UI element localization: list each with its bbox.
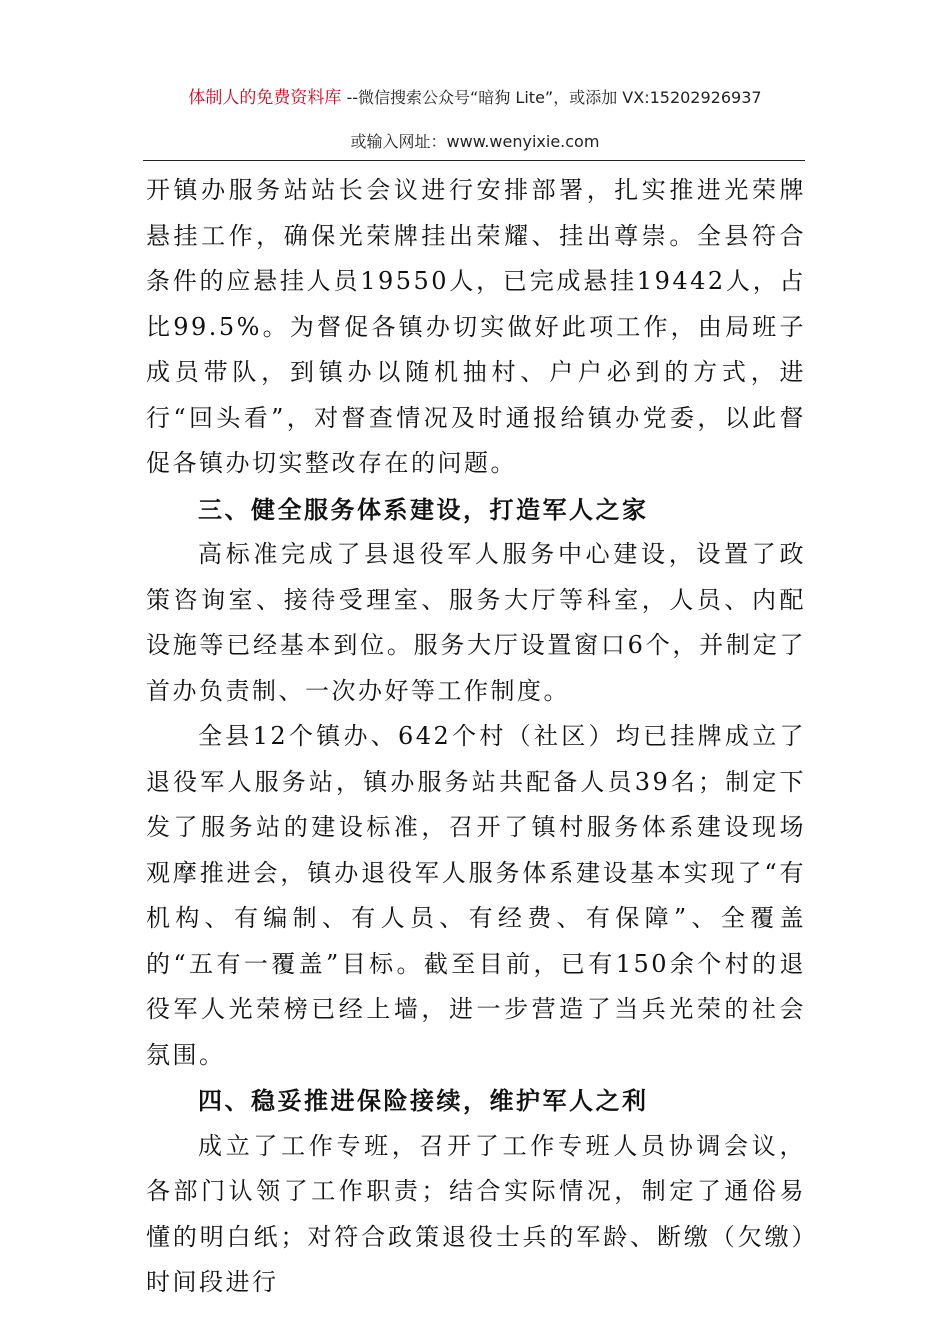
header-promo-line — [0, 86, 950, 110]
paragraph-insurance: 成立了工作专班，召开了工作专班人员协调会议，各部门认领了工作职责；结合实际情况，制定了通俗易懂的明白纸；对符合政策退役士兵的军龄、断缴（欠缴）时间段进行 — [146, 1131, 806, 1296]
paragraph-continued: 开镇办服务站站长会议进行安排部署，扎实推进光荣牌悬挂工作，确保光荣牌挂出荣耀、挂出尊崇。全县符合条件的应悬挂人员19550人，已完成悬挂19442人，占比99.5%。为督促各镇办切实做好此项工作，由局班子成员带队，到镇办以随机抽村、户户必到的方式，进行“回头看”，对督查情况及时通报给镇办党委，以此督促各镇办切实整改存在的问题。 — [146, 176, 806, 477]
header-divider — [143, 160, 805, 161]
header-website-line: 或输入网址：www.wenyixie.com — [350, 132, 600, 151]
paragraph-service-center: 高标准完成了县退役军人服务中心建设，设置了政策咨询室、接待受理室、服务大厅等科室，人员、内配设施等已经基本到位。服务大厅设置窗口6个，并制定了首办负责制、一次办好等工作制度。 — [146, 540, 806, 705]
library-name: 体制人的免费资料库 — [188, 88, 342, 108]
document-body — [146, 168, 806, 1306]
section-heading-4: 四、稳妥推进保险接续，维护军人之利 — [198, 1086, 649, 1115]
page-header — [0, 0, 950, 160]
section-heading-3: 三、健全服务体系建设，打造军人之家 — [198, 494, 649, 524]
paragraph-service-stations: 全县12个镇办、642个村（社区）均已挂牌成立了退役军人服务站，镇办服务站共配备人员39名；制定下发了服务站的建设标准，召开了镇村服务体系建设现场观摩推进会，镇办退役军人服务体系建设基本实现了“有机构、有编制、有人员、有经费、有保障”、全覆盖的“五有一覆盖”目标。截至目前，已有150余个村的退役军人光荣榜已经上墙，进一步营造了当兵光荣的社会氛围。 — [146, 722, 806, 1069]
header-contact-text: --微信搜索公众号“暗狗 Lite”，或添加 VX:15202926937 — [341, 88, 762, 107]
